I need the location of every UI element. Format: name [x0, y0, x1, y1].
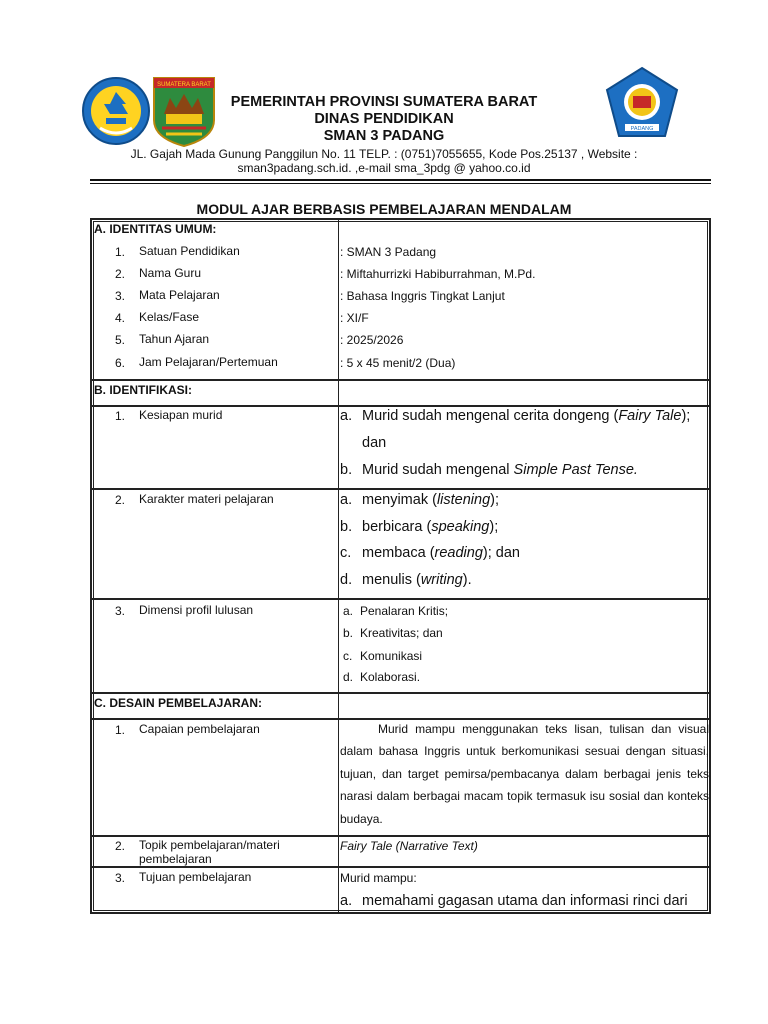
a-row-label: Nama Guru: [139, 266, 202, 280]
a-row-label: Satuan Pendidikan: [139, 244, 240, 258]
a-row-number: 2.: [115, 267, 126, 281]
a-row-value: : 5 x 45 menit/2 (Dua): [340, 356, 456, 370]
a-row-number: 5.: [115, 333, 126, 347]
c-row1-achievement-text: [340, 718, 709, 830]
b-row2-list-text: menyimak (: [362, 492, 437, 508]
row-separator-c: [90, 692, 711, 694]
header-rule-thick: [90, 179, 711, 181]
b-row2-list-suffix: ); dan: [482, 545, 520, 561]
c-row2-label-line1: Topik pembelajaran/materi: [139, 838, 280, 852]
a-row-label: Jam Pelajaran/Pertemuan: [139, 355, 278, 369]
header-line-department: DINAS PENDIDIKAN: [314, 111, 454, 127]
b-row3-list-marker: b.: [343, 626, 354, 640]
header-rule-thin: [90, 183, 711, 184]
header-line-school: SMAN 3 PADANG: [323, 128, 445, 144]
c-row3-item-a-text: memahami gagasan utama dan informasi rinci dari: [362, 893, 688, 909]
c-row1-achievement-body: Murid mampu menggunakan teks lisan, tulisan dan visual dalam bahasa Inggris untuk berkomunikasi sesuai dengan situasi, tujuan, dan target pemirsa/pembacanya dalam berbagai jenis teks narasi dalam berbagai macam topik termasuk isu sosial dan konteks budaya.: [340, 722, 709, 826]
b-row3-label: Dimensi profil lulusan: [139, 603, 254, 617]
b-row1-item-a-cont-text: dan: [362, 435, 387, 451]
section-b-heading: B. IDENTIFIKASI:: [94, 383, 192, 397]
b-row3-list-marker: c.: [343, 649, 353, 663]
section-c-heading: C. DESAIN PEMBELAJARAN:: [94, 696, 263, 710]
b-row2-list-marker: d.: [340, 572, 353, 588]
header-address-line-2: sman3padang.sch.id. ,e-mail sma_3pdg @ yahoo.co.id: [237, 161, 531, 175]
header-address-line-1: JL. Gajah Mada Gunung Panggilun No. 11 TELP. : (0751)7055655, Kode Pos.25137 , Website :: [130, 147, 638, 161]
b-row3-list-text: Penalaran Kritis;: [360, 604, 449, 618]
c-row1-label: Capaian pembelajaran: [139, 722, 260, 736]
a-row-value: : Miftahurrizki Habiburrahman, M.Pd.: [340, 267, 536, 281]
b-row3-list-text: Komunikasi: [360, 649, 423, 663]
b-row2-label: Karakter materi pelajaran: [139, 492, 274, 506]
header-line-province: PEMERINTAH PROVINSI SUMATERA BARAT: [230, 94, 538, 110]
b-row2-list-marker: a.: [340, 492, 353, 508]
logo-right-caption: PADANG: [630, 126, 654, 132]
c-row1-number: 1.: [115, 723, 126, 737]
a-row-value: : 2025/2026: [340, 333, 404, 347]
a-row-value: : Bahasa Inggris Tingkat Lanjut: [340, 289, 505, 303]
row-separator-b2: [90, 488, 711, 490]
b-row1-item-b-italic: Simple Past Tense.: [513, 462, 638, 478]
a-row-number: 1.: [115, 245, 126, 259]
b-row1-item-a-italic: Fairy Tale: [618, 408, 682, 424]
c-row3-intro: Murid mampu:: [340, 871, 417, 885]
b-row2-list-suffix: );: [489, 519, 499, 535]
a-row-label: Mata Pelajaran: [139, 288, 220, 302]
b-row1-number: 1.: [115, 409, 126, 423]
a-row-label: Kelas/Fase: [139, 310, 200, 324]
table-column-divider: [338, 218, 339, 914]
b-row2-number: 2.: [115, 493, 126, 507]
b-row2-list-text: menulis (: [362, 572, 421, 588]
row-separator-c3: [90, 866, 711, 868]
c-row3-item-a-marker: a.: [340, 893, 353, 909]
b-row2-list-text: membaca (: [362, 545, 435, 561]
b-row2-list-italic: listening: [436, 492, 491, 508]
row-separator-b1: [90, 405, 711, 407]
b-row2-list-italic: speaking: [431, 519, 490, 535]
sman3-padang-logo: [603, 66, 681, 138]
b-row2-list-italic: writing: [420, 572, 463, 588]
b-row1-item-a-text: Murid sudah mengenal cerita dongeng (: [362, 408, 619, 424]
b-row2-list-suffix: ).: [462, 572, 472, 588]
logo-center-caption: SUMATERA BARAT: [157, 82, 211, 88]
b-row1-label: Kesiapan murid: [139, 408, 223, 422]
row-separator-b3: [90, 598, 711, 600]
tut-wuri-handayani-logo: [82, 74, 150, 148]
b-row2-list-marker: c.: [340, 545, 352, 561]
b-row2-list-text: berbicara (: [362, 519, 432, 535]
a-row-label: Tahun Ajaran: [139, 332, 210, 346]
b-row1-item-a-suffix: );: [681, 408, 691, 424]
row-separator-c2: [90, 835, 711, 837]
c-row2-number: 2.: [115, 839, 126, 853]
b-row2-list-marker: b.: [340, 519, 353, 535]
a-row-value: : XI/F: [340, 311, 369, 325]
b-row3-list-marker: d.: [343, 670, 354, 684]
b-row3-number: 3.: [115, 604, 126, 618]
a-row-value: : SMAN 3 Padang: [340, 245, 437, 259]
b-row1-item-a-marker: a.: [340, 408, 353, 424]
b-row3-list-text: Kolaborasi.: [360, 670, 421, 684]
b-row1-item-b-text: Murid sudah mengenal: [362, 462, 514, 478]
b-row2-list-suffix: );: [490, 492, 499, 508]
c-row3-number: 3.: [115, 871, 126, 885]
row-separator-b: [90, 379, 711, 381]
a-row-number: 6.: [115, 356, 126, 370]
c-row3-label: Tujuan pembelajaran: [139, 870, 252, 884]
document-title: MODUL AJAR BERBASIS PEMBELAJARAN MENDALAM: [196, 201, 572, 217]
b-row1-item-b-marker: b.: [340, 462, 353, 478]
b-row3-list-text: Kreativitas; dan: [360, 626, 443, 640]
b-row2-list-italic: reading: [434, 545, 483, 561]
a-row-number: 3.: [115, 289, 126, 303]
b-row3-list-marker: a.: [343, 604, 354, 618]
c-row2-label-line2: pembelajaran: [139, 852, 212, 866]
c-row2-topic-value: Fairy Tale (Narrative Text): [340, 839, 478, 853]
a-row-number: 4.: [115, 311, 126, 325]
section-a-heading: A. IDENTITAS UMUM:: [94, 222, 217, 236]
